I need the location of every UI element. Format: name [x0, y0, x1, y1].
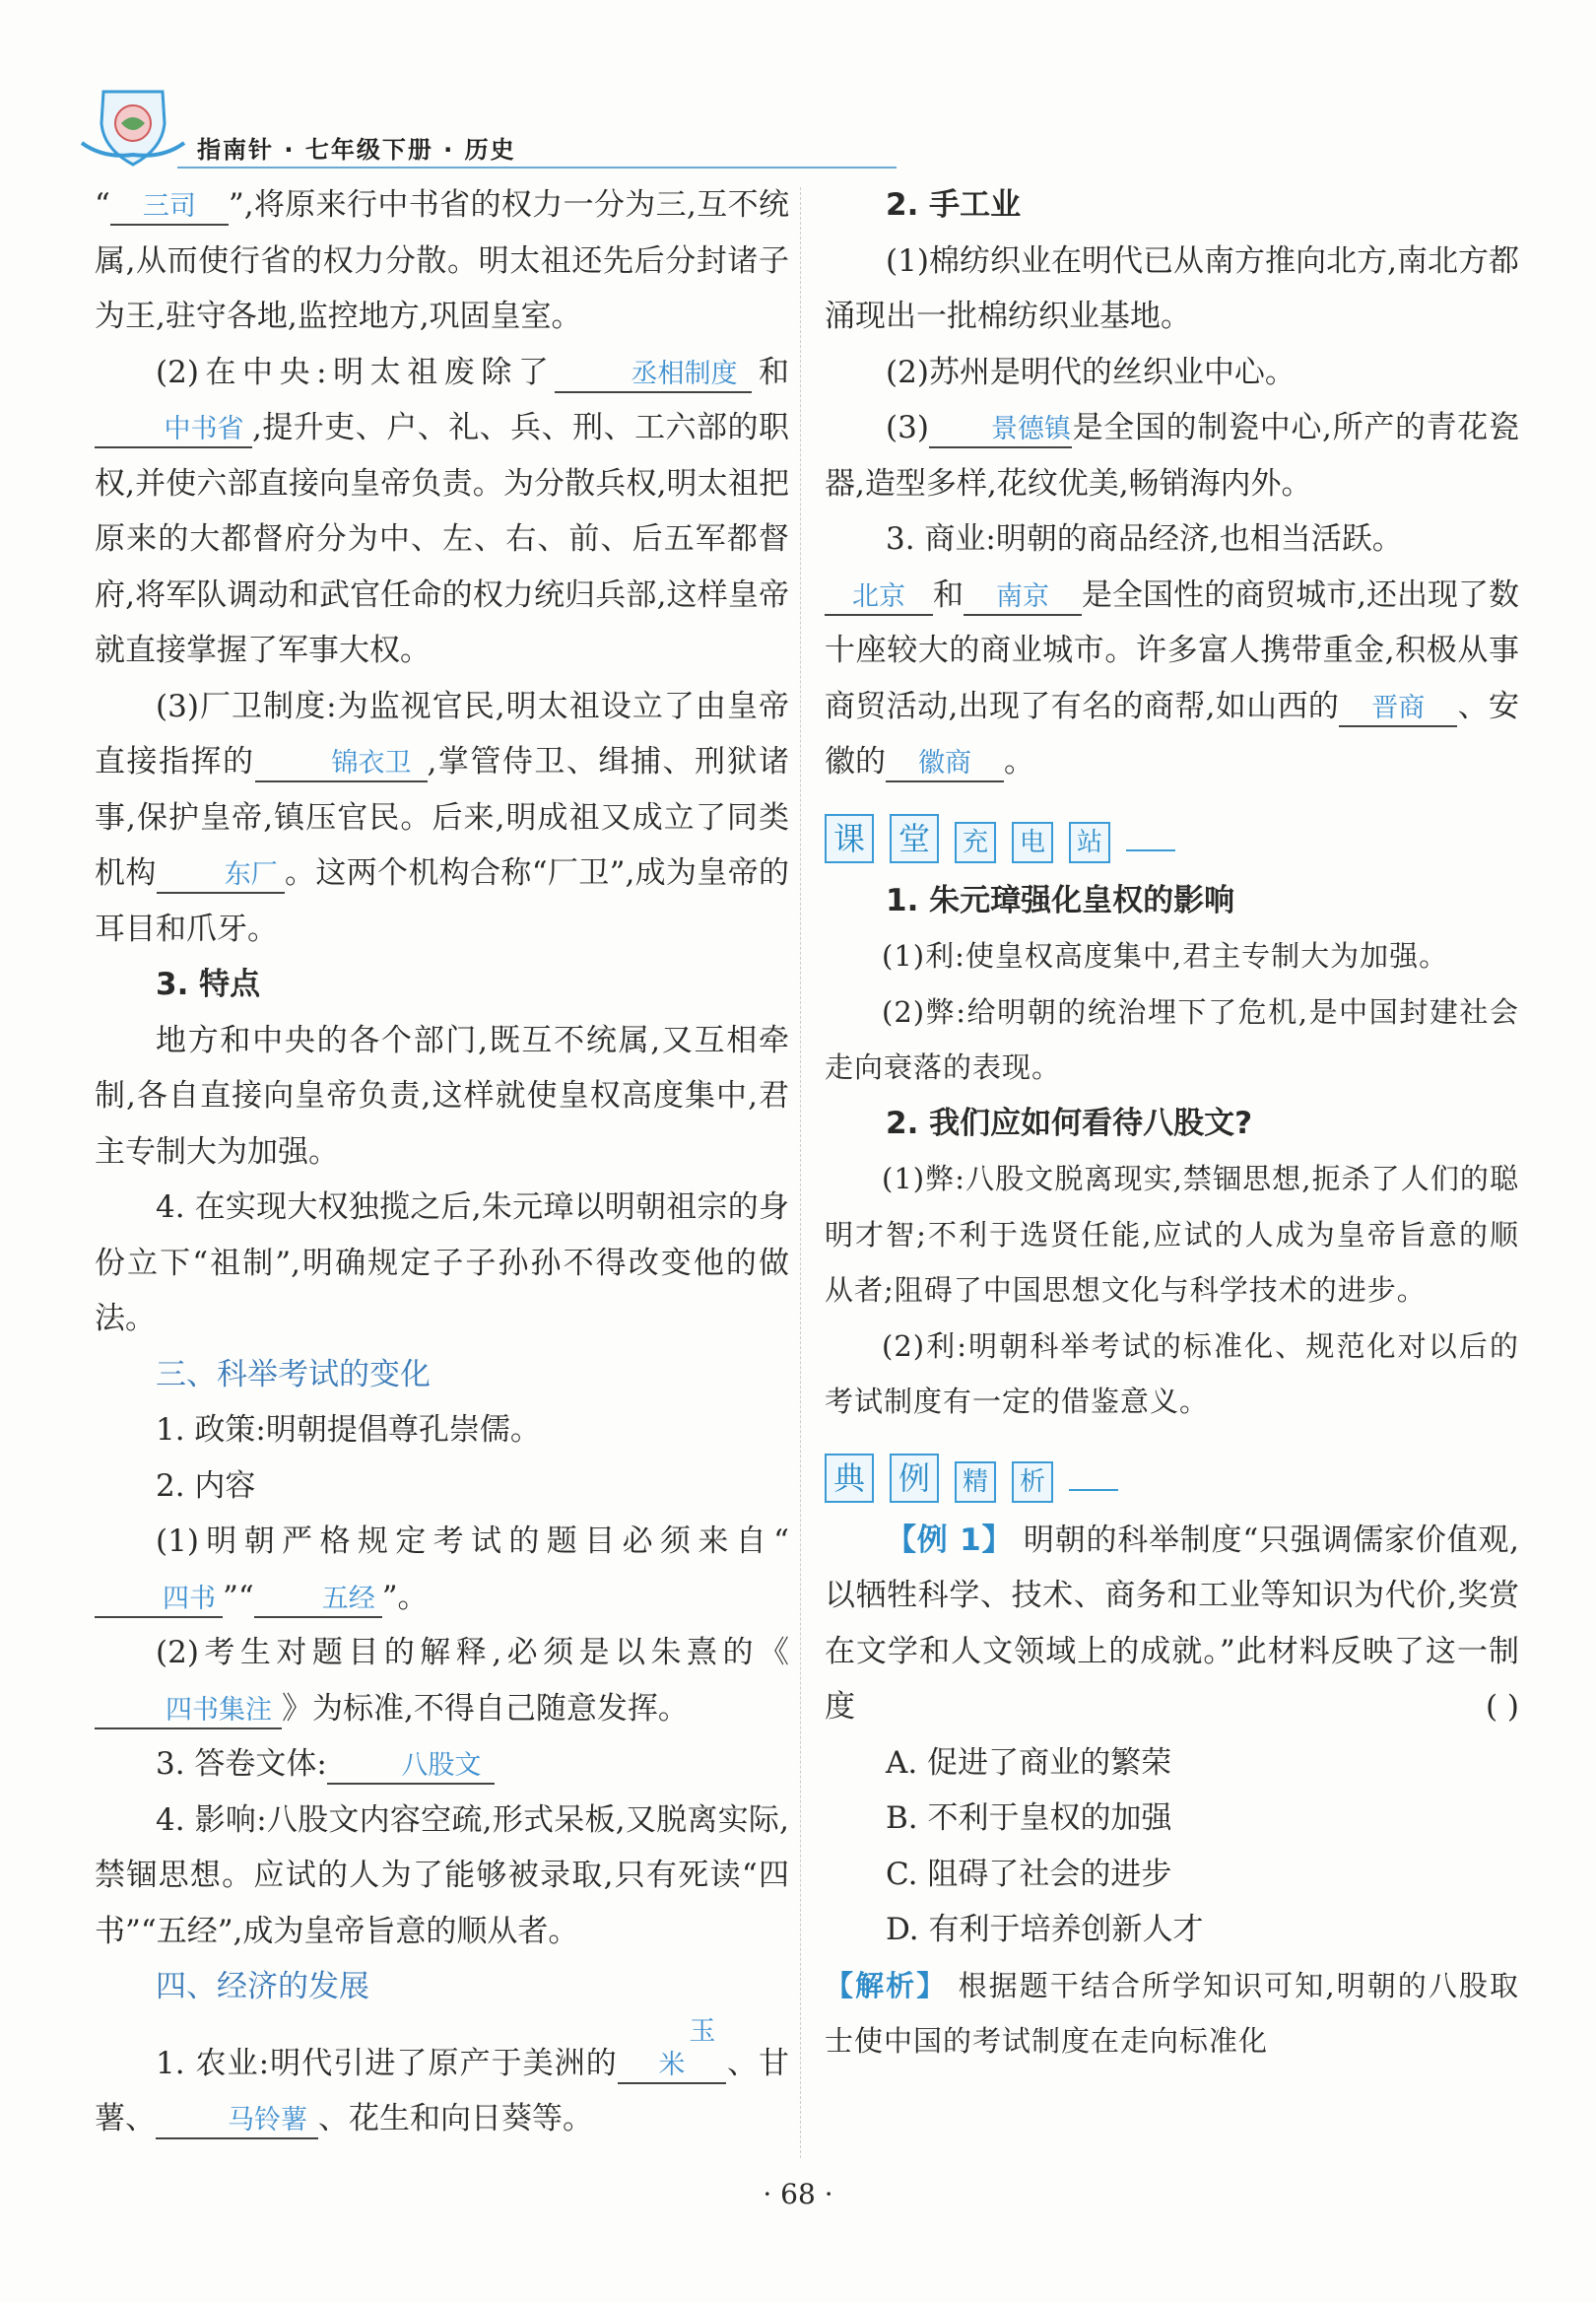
- banner-char: 精: [955, 1461, 996, 1503]
- section-banner-classroom: [825, 794, 1519, 863]
- paragraph: (1)弊:八股文脱离现实,禁锢思想,扼杀了人们的聪明才智;不利于选贤任能,应试的人成为皇帝旨意的顺从者;阻碍了中国思想文化与科学技术的进步。: [825, 1162, 1519, 1307]
- paragraph: (2)苏州是明代的丝织业中心。: [886, 354, 1296, 390]
- paragraph: 1. 政策:明朝提倡尊孔崇儒。: [156, 1412, 541, 1448]
- paragraph: (1)棉纺织业在明代已从南方推向北方,南北方都涌现出一批棉纺织业基地。: [825, 242, 1519, 334]
- banner-char: 电: [1012, 822, 1053, 863]
- option-b: B. 不利于皇权的加强: [886, 1800, 1172, 1836]
- paragraph: 4. 影响:八股文内容空疏,形式呆板,又脱离实际,禁锢思想。应试的人为了能够被录取,只有死读“四书”“五经”,成为皇帝旨意的顺从者。: [95, 1801, 789, 1949]
- paragraph: (2)考生对题目的解释,必须是以朱熹的《四书集注 》为标准,不得自己随意发挥。: [95, 1625, 789, 1736]
- banner-char: 堂: [890, 814, 939, 863]
- banner-char: 典: [825, 1454, 874, 1503]
- banner-char: 例: [890, 1454, 939, 1503]
- banner-char: 课: [825, 814, 874, 863]
- answer-blank: 马铃薯: [156, 2104, 318, 2139]
- paragraph: 1. 农业:明代引进了原产于美洲的玉米 、甘薯、 马铃薯 、花生和向日葵等。: [95, 2015, 789, 2147]
- question-heading: 2. 我们应如何看待八股文?: [886, 1105, 1253, 1141]
- paragraph: (1)明朝严格规定考试的题目必须来自“四书 ”“ 五经 ”。: [95, 1514, 789, 1625]
- paragraph: (3) 景德镇是全国的制瓷中心,所产的青花瓷器,造型多样,花纹优美,畅销海内外。: [825, 410, 1519, 502]
- answer-paren: ( ): [1485, 1689, 1519, 1725]
- answer-blank: 北京: [825, 580, 933, 616]
- option-d: D. 有利于培养创新人才: [886, 1912, 1204, 1947]
- answer-blank: 三司: [110, 190, 229, 226]
- banner-rule: [1069, 1489, 1118, 1491]
- header-title: 指南针 · 七年级下册 · 历史: [197, 136, 516, 164]
- banner-rule: [1126, 849, 1175, 851]
- answer-blank: 东厂: [157, 858, 285, 894]
- answer-blank: 八股文: [327, 1749, 495, 1785]
- analysis-tag: 【解析】: [825, 1968, 948, 2002]
- example-question: 【例 1】 明朝的科举制度“只强调儒家价值观,以牺牲科学、技术、商务和工业等知识为代价,奖赏在文学和人文领域上的成就。”此材料反映了这一制度 ( ): [825, 1513, 1519, 1735]
- answer-blank: 徽商: [886, 747, 1004, 782]
- paragraph: (1)利:使皇权高度集中,君主专制大为加强。: [882, 939, 1449, 973]
- paragraph: 4. 在实现大权独揽之后,朱元璋以明朝祖宗的身份立下“祖制”,明确规定子子孙孙不得改变他的做法。: [95, 1189, 789, 1336]
- column-divider: [800, 187, 801, 2158]
- question-heading: 1. 朱元璋强化皇权的影响: [886, 882, 1235, 918]
- answer-blank: 景德镇: [929, 413, 1072, 448]
- paragraph: 2. 内容: [156, 1467, 256, 1504]
- paragraph: (2)弊:给明朝的统治埋下了危机,是中国封建社会走向衰落的表现。: [825, 994, 1519, 1084]
- paragraph: (2)在中央:明太祖废除了 丞相制度 和中书省 ,提升吏、户、礼、兵、刑、工六部的职权,并使六部直接向皇帝负责。为分散兵权,明太祖把原来的大都督府分为中、左、右、前、后五军都督府,将军队调动和武官任命的权力统归兵部,这样皇帝就直接掌握了军事大权。: [95, 354, 790, 668]
- banner-char: 析: [1012, 1461, 1053, 1503]
- example-tag: 【例 1】: [886, 1522, 1014, 1558]
- header-divider: [177, 167, 897, 169]
- section-heading: 三、科举考试的变化: [156, 1356, 431, 1392]
- answer-blank: 晋商: [1339, 692, 1457, 727]
- answer-blank: 南京: [964, 580, 1082, 616]
- paragraph: (2)利:明朝科举考试的标准化、规范化对以后的考试制度有一定的借鉴意义。: [825, 1328, 1519, 1418]
- answer-blank: 丞相制度: [555, 358, 752, 393]
- analysis: 【解析】 根据题干结合所学知识可知,明朝的八股取士使中国的考试制度在走向标准化: [825, 1968, 1519, 2058]
- banner-char: 充: [955, 822, 996, 863]
- answer-blank: 四书集注: [95, 1694, 282, 1729]
- answer-blank: 锦衣卫: [255, 747, 428, 782]
- page-number: · 68 ·: [763, 2178, 833, 2210]
- section-heading: 四、经济的发展: [156, 1969, 369, 2004]
- paragraph: 3. 商业:明朝的商品经济,也相当活跃。: [886, 521, 1403, 557]
- answer-blank: 五经: [254, 1583, 382, 1618]
- page-header: [74, 84, 823, 172]
- paragraph: “ 三司 ”,将原来行中书省的权力一分为三,互不统属,从而使行省的权力分散。明太祖还先后分封诸子为王,驻守各地,监控地方,巩固皇室。: [95, 187, 789, 334]
- paragraph: 地方和中央的各个部门,既互不统属,又互相牵制,各自直接向皇帝负责,这样就使皇权高度集中,君主专制大为加强。: [95, 1022, 789, 1170]
- banner-char: 站: [1069, 822, 1110, 863]
- answer-blank: 四书: [95, 1583, 223, 1618]
- subheading: 2. 手工业: [886, 187, 1022, 223]
- left-column: [95, 177, 789, 2147]
- option-a: A. 促进了商业的繁荣: [886, 1744, 1172, 1781]
- option-c: C. 阻碍了社会的进步: [886, 1856, 1172, 1892]
- paragraph: 3. 答卷文体: 八股文: [95, 1736, 789, 1793]
- subheading: 3. 特点: [156, 967, 261, 1002]
- answer-blank: 中书省: [95, 413, 252, 448]
- paragraph: 北京 和 南京 是全国性的商贸城市,还出现了数十座较大的商业城市。许多富人携带重金,积极从事商贸活动,出现了有名的商帮,如山西的 晋商 、安徽的 徽商 。: [825, 568, 1519, 790]
- answer-blank: 玉米: [618, 2015, 726, 2084]
- right-column: [825, 177, 1519, 2069]
- shield-logo-icon: [74, 84, 192, 172]
- paragraph: (3)厂卫制度:为监视官民,明太祖设立了由皇帝直接指挥的 锦衣卫 ,掌管侍卫、缉捕、刑狱诸事,保护皇帝,镇压官民。后来,明成祖又成立了同类机构 东厂 。这两个机构合称“厂卫”,成为皇帝的耳目和爪牙。: [95, 688, 789, 947]
- section-banner-examples: [825, 1434, 1519, 1503]
